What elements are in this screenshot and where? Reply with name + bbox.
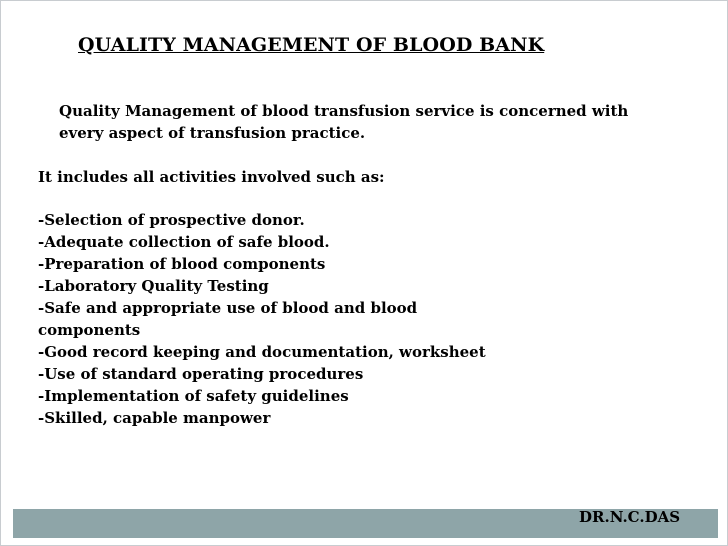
- intro-line: every aspect of transfusion practice.: [59, 124, 366, 142]
- activity-list: [38, 209, 486, 429]
- intro-paragraph: [59, 100, 719, 144]
- list-item: -Good record keeping and documentation, worksheet: [38, 343, 486, 361]
- list-item: -Selection of prospective donor.: [38, 211, 305, 229]
- list-item: components: [38, 321, 141, 339]
- list-item: -Skilled, capable manpower: [38, 409, 271, 427]
- intro-line: Quality Management of blood transfusion service is concerned with: [59, 102, 629, 120]
- list-item: -Preparation of blood components: [38, 255, 326, 273]
- author-name: DR.N.C.DAS: [579, 508, 681, 526]
- list-item: -Safe and appropriate use of blood and blood: [38, 299, 418, 317]
- list-item: -Implementation of safety guidelines: [38, 387, 349, 405]
- slide-title: QUALITY MANAGEMENT OF BLOOD BANK: [78, 34, 545, 56]
- list-item: -Adequate collection of safe blood.: [38, 233, 330, 251]
- lead-text: It includes all activities involved such as:: [38, 168, 385, 186]
- list-item: -Laboratory Quality Testing: [38, 277, 269, 295]
- list-item: -Use of standard operating procedures: [38, 365, 364, 383]
